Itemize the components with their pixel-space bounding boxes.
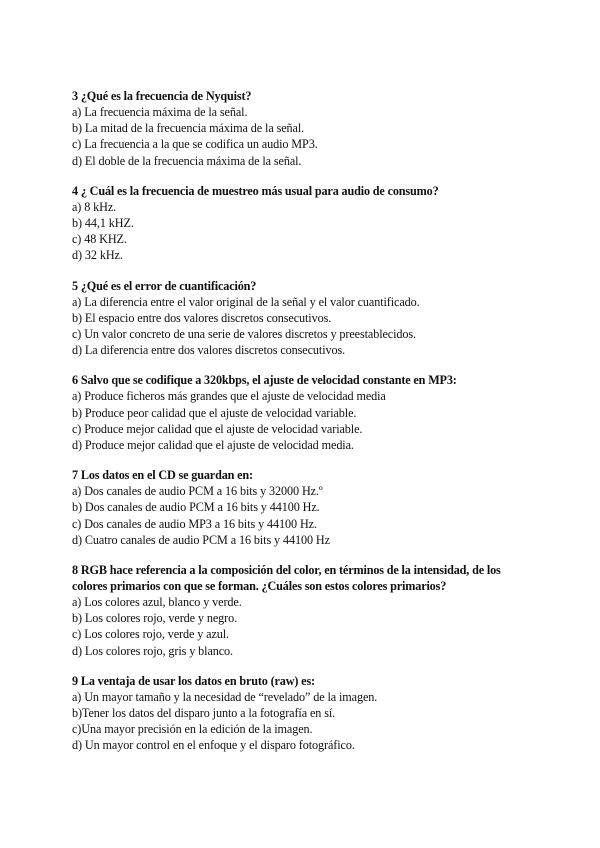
option-a: a) Dos canales de audio PCM a 16 bits y 32000 Hz.º: [72, 484, 323, 499]
question-title: 5 ¿Qué es el error de cuantificación?: [72, 278, 257, 293]
question-5: [72, 278, 532, 359]
option-c: c) 48 KHZ.: [72, 232, 127, 247]
option-c: c)Una mayor precisión en la edición de la imagen.: [72, 722, 313, 737]
option-d: d) Cuatro canales de audio PCM a 16 bits y 44100 Hz: [72, 532, 330, 547]
question-title: 3 ¿Qué es la frecuencia de Nyquist?: [72, 89, 252, 103]
option-b: b) Dos canales de audio PCM a 16 bits y 44100 Hz.: [72, 500, 320, 515]
question-title: 8 RGB hace referencia a la composición del color, en términos de la intensidad, de los colores primarios con que se forman. ¿Cuáles son estos colores primarios?: [72, 563, 501, 594]
option-c: c) Un valor concreto de una serie de valores discretos y preestablecidos.: [72, 327, 416, 342]
option-a: a) Un mayor tamaño y la necesidad de “revelado” de la imagen.: [72, 689, 378, 704]
option-b: b) Produce peor calidad que el ajuste de velocidad variable.: [72, 405, 357, 420]
option-c: c) La frecuencia a la que se codifica un audio MP3.: [72, 137, 318, 152]
question-title: 7 Los datos en el CD se guardan en:: [72, 468, 253, 483]
option-a: a) Produce ficheros más grandes que el ajuste de velocidad media: [72, 389, 386, 404]
option-d: d) Los colores rojo, gris y blanco.: [72, 643, 233, 658]
option-b: b) La mitad de la frecuencia máxima de la señal.: [72, 121, 305, 136]
option-b: b) Los colores rojo, verde y negro.: [72, 611, 238, 626]
question-9: [72, 673, 532, 754]
option-d: d) Un mayor control en el enfoque y el disparo fotográfico.: [72, 738, 355, 753]
option-a: a) Los colores azul, blanco y verde.: [72, 595, 242, 610]
question-7: [72, 467, 532, 548]
question-title: 6 Salvo que se codifique a 320kbps, el ajuste de velocidad constante en MP3:: [72, 373, 457, 388]
question-list: [72, 88, 532, 768]
option-d: d) Produce mejor calidad que el ajuste de velocidad media.: [72, 438, 354, 453]
question-4: [72, 183, 532, 264]
option-a: a) La frecuencia máxima de la señal.: [72, 105, 248, 119]
option-c: c) Dos canales de audio MP3 a 16 bits y 44100 Hz.: [72, 516, 317, 531]
question-title: 4 ¿ Cuál es la frecuencia de muestreo más usual para audio de consumo?: [72, 183, 439, 198]
option-a: a) 8 kHz.: [72, 199, 117, 214]
option-b: b) El espacio entre dos valores discretos consecutivos.: [72, 310, 332, 325]
option-a: a) La diferencia entre el valor original de la señal y el valor cuantificado.: [72, 294, 420, 309]
option-d: d) El doble de la frecuencia máxima de la señal.: [72, 153, 302, 168]
option-c: c) Los colores rojo, verde y azul.: [72, 627, 230, 642]
question-3: [72, 88, 532, 169]
option-d: d) La diferencia entre dos valores discretos consecutivos.: [72, 343, 346, 358]
option-d: d) 32 kHz.: [72, 248, 123, 263]
option-c: c) Produce mejor calidad que el ajuste de velocidad variable.: [72, 421, 363, 436]
option-b: b)Tener los datos del disparo junto a la fotografía en sí.: [72, 706, 336, 721]
question-title: 9 La ventaja de usar los datos en bruto (raw) es:: [72, 673, 315, 688]
question-8: [72, 562, 532, 659]
question-6: [72, 372, 532, 453]
option-b: b) 44,1 kHZ.: [72, 216, 134, 231]
